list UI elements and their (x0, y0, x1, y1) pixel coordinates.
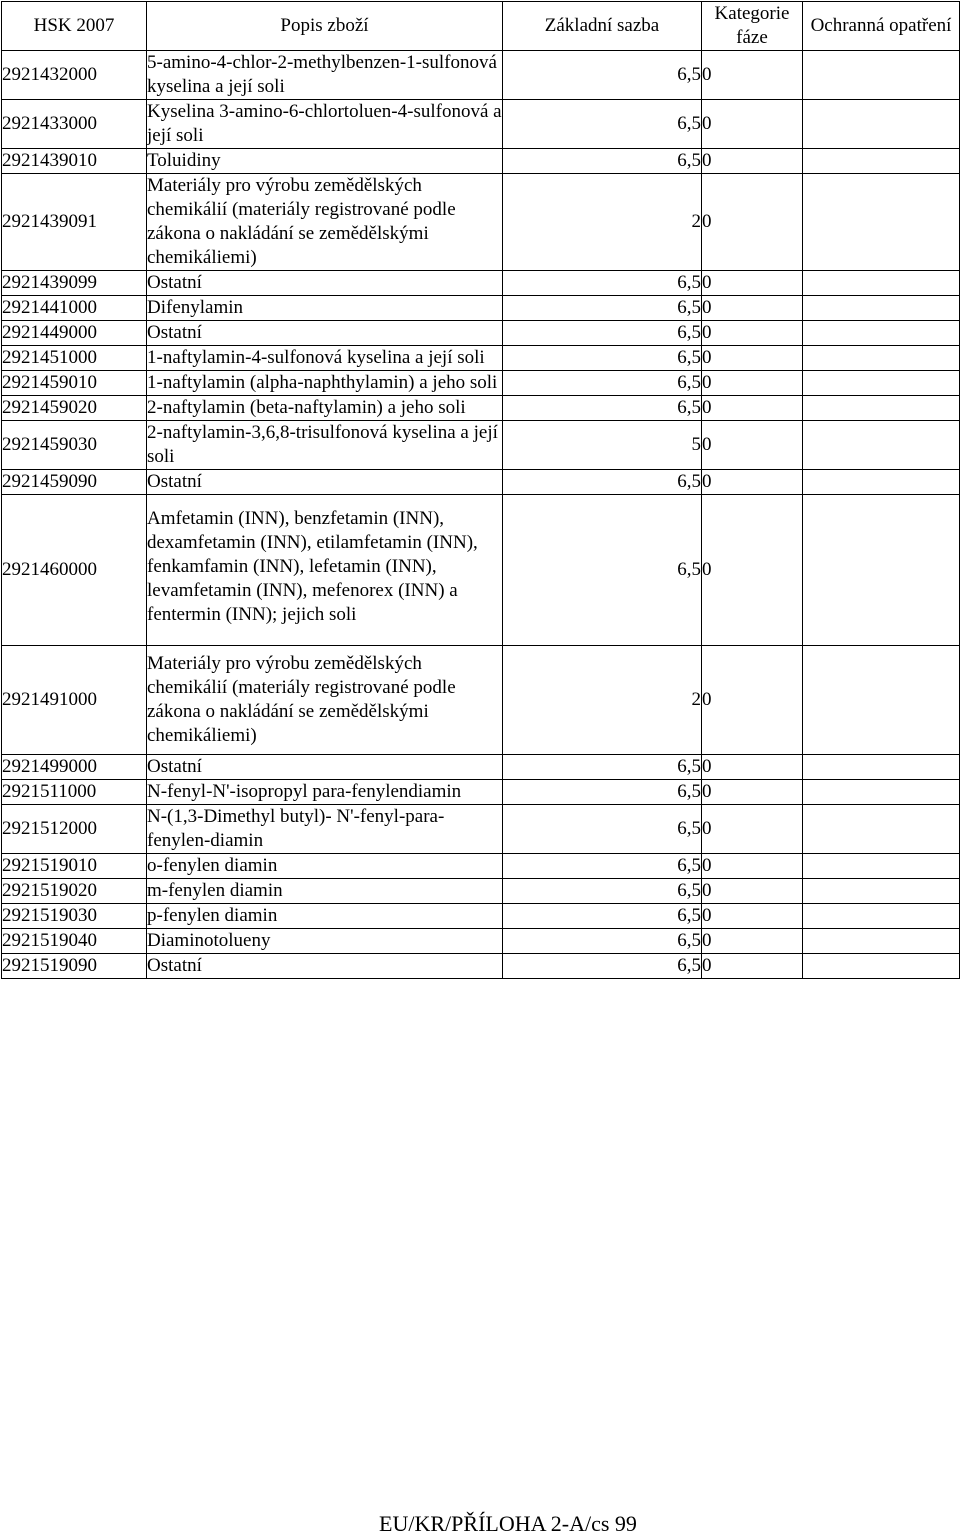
table-row (2, 396, 960, 421)
cell-code: 2921439010 (2, 149, 147, 174)
cell-code: 2921451000 (2, 346, 147, 371)
cell-code: 2921460000 (2, 495, 147, 646)
cell-category: 0 (702, 755, 803, 780)
tariff-table (1, 1, 960, 979)
cell-description: Ostatní (147, 954, 503, 979)
cell-description: 1-naftylamin-4-sulfonová kyselina a její soli (147, 346, 503, 371)
table-row (2, 904, 960, 929)
cell-description: N-fenyl-N'-isopropyl para-fenylendiamin (147, 780, 503, 805)
cell-description: N-(1,3-Dimethyl butyl)- N'-fenyl-para-fenylen-diamin (147, 805, 503, 854)
cell-category: 0 (702, 100, 803, 149)
cell-base-rate: 6,5 (503, 780, 702, 805)
cell-protective (803, 321, 960, 346)
cell-base-rate: 6,5 (503, 879, 702, 904)
cell-code: 2921449000 (2, 321, 147, 346)
cell-description: m-fenylen diamin (147, 879, 503, 904)
cell-category: 0 (702, 396, 803, 421)
table-row (2, 271, 960, 296)
cell-category: 0 (702, 371, 803, 396)
cell-description: 1-naftylamin (alpha-naphthylamin) a jeho soli (147, 371, 503, 396)
table-row (2, 495, 960, 646)
cell-protective (803, 646, 960, 755)
cell-code: 2921433000 (2, 100, 147, 149)
cell-code: 2921519030 (2, 904, 147, 929)
cell-description: 2-naftylamin-3,6,8-trisulfonová kyselina a její soli (147, 421, 503, 470)
cell-category: 0 (702, 904, 803, 929)
cell-description: Kyselina 3-amino-6-chlortoluen-4-sulfonová a její soli (147, 100, 503, 149)
cell-base-rate: 2 (503, 646, 702, 755)
cell-category: 0 (702, 470, 803, 495)
cell-base-rate: 6,5 (503, 904, 702, 929)
table-row (2, 51, 960, 100)
cell-description: Ostatní (147, 470, 503, 495)
cell-protective (803, 396, 960, 421)
cell-category: 0 (702, 51, 803, 100)
cell-base-rate: 5 (503, 421, 702, 470)
cell-code: 2921459090 (2, 470, 147, 495)
cell-protective (803, 755, 960, 780)
cell-description: Amfetamin (INN), benzfetamin (INN), dexamfetamin (INN), etilamfetamin (INN), fenkamfamin (INN), lefetamin (INN), levamfetamin (INN), mefenorex (INN) a fentermin (INN); jejich soli (147, 495, 503, 646)
cell-description: Toluidiny (147, 149, 503, 174)
table-body (2, 51, 960, 979)
cell-description: Ostatní (147, 321, 503, 346)
table-row (2, 321, 960, 346)
cell-protective (803, 174, 960, 271)
table-row (2, 755, 960, 780)
cell-code: 2921439099 (2, 271, 147, 296)
cell-base-rate: 6,5 (503, 396, 702, 421)
cell-description: Ostatní (147, 755, 503, 780)
table-row (2, 805, 960, 854)
cell-code: 2921491000 (2, 646, 147, 755)
cell-category: 0 (702, 805, 803, 854)
table-row (2, 879, 960, 904)
cell-base-rate: 6,5 (503, 321, 702, 346)
header-row (2, 2, 960, 51)
cell-description: 2-naftylamin (beta-naftylamin) a jeho soli (147, 396, 503, 421)
cell-protective (803, 805, 960, 854)
cell-base-rate: 6,5 (503, 296, 702, 321)
cell-protective (803, 495, 960, 646)
cell-code: 2921511000 (2, 780, 147, 805)
cell-protective (803, 296, 960, 321)
cell-protective (803, 346, 960, 371)
cell-description: 5-amino-4-chlor-2-methylbenzen-1-sulfonová kyselina a její soli (147, 51, 503, 100)
cell-code: 2921441000 (2, 296, 147, 321)
cell-protective (803, 929, 960, 954)
cell-code: 2921519010 (2, 854, 147, 879)
cell-description: Difenylamin (147, 296, 503, 321)
table-row (2, 421, 960, 470)
table-row (2, 954, 960, 979)
cell-category: 0 (702, 321, 803, 346)
header-protective: Ochranná opatření (803, 2, 960, 51)
cell-protective (803, 470, 960, 495)
cell-protective (803, 954, 960, 979)
cell-base-rate: 2 (503, 174, 702, 271)
cell-base-rate: 6,5 (503, 271, 702, 296)
cell-category: 0 (702, 854, 803, 879)
cell-base-rate: 6,5 (503, 929, 702, 954)
cell-category: 0 (702, 780, 803, 805)
cell-description: Materiály pro výrobu zemědělských chemikálií (materiály registrované podle zákona o nakládání se zemědělskými chemikáliemi) (147, 646, 503, 755)
cell-description: o-fenylen diamin (147, 854, 503, 879)
cell-category: 0 (702, 495, 803, 646)
cell-description: Ostatní (147, 271, 503, 296)
cell-code: 2921459030 (2, 421, 147, 470)
cell-protective (803, 421, 960, 470)
cell-protective (803, 854, 960, 879)
table-row (2, 854, 960, 879)
cell-category: 0 (702, 296, 803, 321)
cell-protective (803, 271, 960, 296)
cell-base-rate: 6,5 (503, 755, 702, 780)
cell-base-rate: 6,5 (503, 346, 702, 371)
page-footer-reference: EU/KR/PŘÍLOHA 2-A/cs 99 (379, 1511, 637, 1536)
cell-base-rate: 6,5 (503, 954, 702, 979)
cell-protective (803, 51, 960, 100)
cell-code: 2921519090 (2, 954, 147, 979)
cell-code: 2921519040 (2, 929, 147, 954)
cell-code: 2921499000 (2, 755, 147, 780)
table-row (2, 100, 960, 149)
cell-category: 0 (702, 149, 803, 174)
cell-protective (803, 149, 960, 174)
cell-description: p-fenylen diamin (147, 904, 503, 929)
cell-description: Materiály pro výrobu zemědělských chemikálií (materiály registrované podle zákona o nakládání se zemědělskými chemikáliemi) (147, 174, 503, 271)
cell-protective (803, 100, 960, 149)
cell-category: 0 (702, 421, 803, 470)
cell-code: 2921459010 (2, 371, 147, 396)
table-row (2, 149, 960, 174)
table-row (2, 296, 960, 321)
table-row (2, 929, 960, 954)
table-row (2, 346, 960, 371)
cell-base-rate: 6,5 (503, 149, 702, 174)
cell-code: 2921459020 (2, 396, 147, 421)
cell-base-rate: 6,5 (503, 470, 702, 495)
cell-category: 0 (702, 954, 803, 979)
cell-category: 0 (702, 879, 803, 904)
cell-code: 2921519020 (2, 879, 147, 904)
cell-category: 0 (702, 174, 803, 271)
cell-base-rate: 6,5 (503, 100, 702, 149)
cell-base-rate: 6,5 (503, 371, 702, 396)
header-code: HSK 2007 (2, 2, 147, 51)
table-row (2, 371, 960, 396)
cell-category: 0 (702, 346, 803, 371)
cell-code: 2921439091 (2, 174, 147, 271)
header-category: Kategorie fáze (702, 2, 803, 51)
table-row (2, 470, 960, 495)
cell-base-rate: 6,5 (503, 805, 702, 854)
cell-description: Diaminotolueny (147, 929, 503, 954)
table-row (2, 780, 960, 805)
cell-category: 0 (702, 646, 803, 755)
table-row (2, 174, 960, 271)
cell-category: 0 (702, 929, 803, 954)
table-row (2, 646, 960, 755)
cell-base-rate: 6,5 (503, 51, 702, 100)
cell-protective (803, 904, 960, 929)
header-base-rate: Základní sazba (503, 2, 702, 51)
cell-code: 2921512000 (2, 805, 147, 854)
cell-protective (803, 879, 960, 904)
header-description: Popis zboží (147, 2, 503, 51)
cell-protective (803, 371, 960, 396)
cell-base-rate: 6,5 (503, 495, 702, 646)
cell-base-rate: 6,5 (503, 854, 702, 879)
cell-code: 2921432000 (2, 51, 147, 100)
cell-protective (803, 780, 960, 805)
cell-category: 0 (702, 271, 803, 296)
